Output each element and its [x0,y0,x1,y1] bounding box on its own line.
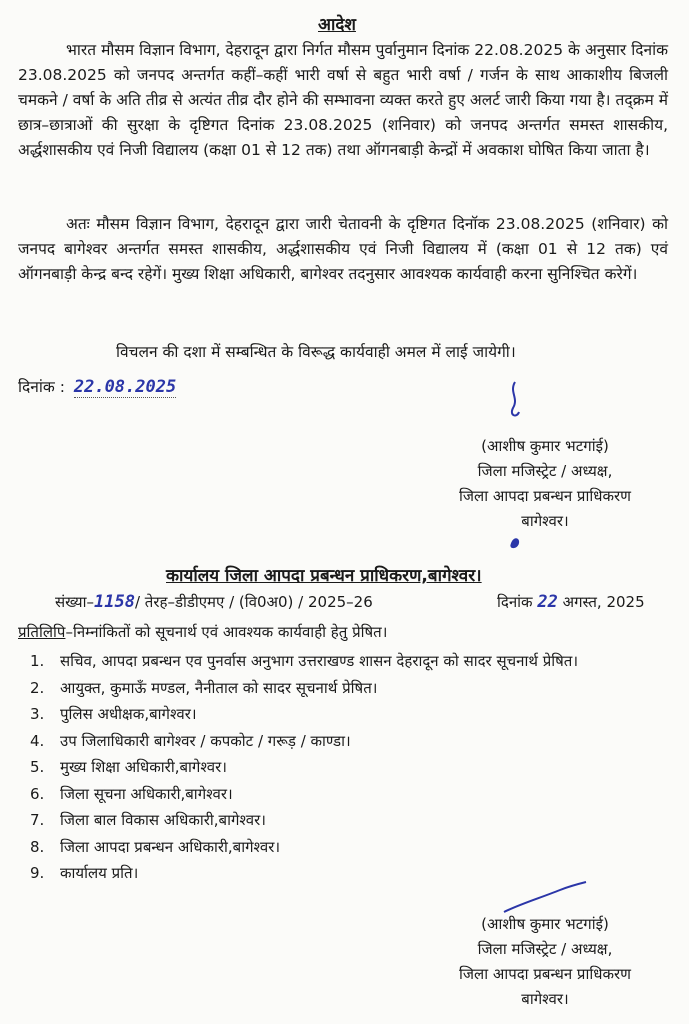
office-date-rest: अगस्त, 2025 [562,593,645,611]
copy-text: –निम्नांकितों को सूचनार्थ एवं आवश्यक कार्यवाही हेतु प्रेषित। [65,623,388,641]
order-date-value: 22.08.2025 [73,377,177,397]
copy-label: प्रतिलिपि [18,623,66,641]
order-paragraph-1: भारत मौसम विज्ञान विभाग, देहरादून द्वारा निर्गत मौसम पुर्वानुमान दिनांक 22.08.2025 के अनुसार दिनांक 23.08.2025 को जनपद अन्तर्गत कहीं–कहीं भारी वर्षा से बहुत भारी वर्षा / गर्जन के साथ आकाशीय बिजली चमकने / वर्षा के अति तीव्र से अत्यंत तीव्र दौर होने की सम्भावना व्यक्त करते हुए अलर्ट जारी किया गया है। तद्क्रम में छात्र–छात्राओं की सुरक्षा के दृष्टिगत दिनांक 23.08.2025 (शनिवार) को जनपद अन्तर्गत समस्त शासकीय, अर्द्धशासकीय एवं निजी विद्यालय (कक्षा 01 से 12 तक) तथा ऑगनबाड़ी केन्द्रों में अवकाश घोषित किया जाता है। [18,41,668,159]
office-title: कार्यालय जिला आपदा प्रबन्धन प्राधिकरण,बागेश्वर। [166,566,482,586]
order-paragraph-3: विचलन की दशा में सम्बन्धित के विरूद्ध कार्यवाही अमल में लाई जायेगी। [116,343,516,361]
signer-name: (आशीष कुमार भटगांई) [481,915,609,933]
signer-authority: जिला आपदा प्रबन्धन प्राधिकरण [459,487,631,505]
signer-place: बागेश्वर। [521,512,569,530]
signature-mark-1b [508,532,524,550]
recipient-list [30,648,578,887]
signature-block-1 [430,434,660,534]
list-item: 8. जिला आपदा प्रबन्धन अधिकारी,बागेश्वर। [30,837,281,856]
reference-prefix: संख्या– [55,593,95,611]
signature-mark-1 [495,378,535,428]
office-date-day: 22 [537,592,558,612]
signature-block-2 [430,912,660,1012]
office-date [497,592,645,612]
order-paragraph-2: अतः मौसम विज्ञान विभाग, देहरादून द्वारा जारी चेतावनी के दृष्टिगत दिनॉक 23.08.2025 (शनिवार) को जनपद बागेश्वर अन्तर्गत समस्त शासकीय, अर्द्धशासकीय एवं निजी विद्यालय में (कक्षा 01 से 12 तक) एवं ऑगनबाड़ी केन्द्र बन्द रहेगें। मुख्य शिक्षा अधिकारी, बागेश्वर तदनुसार आवश्यक कार्यवाही करना सुनिश्चित करेगें। [18,215,668,283]
order-title: आदेश [318,15,356,35]
list-item: 3. पुलिस अधीक्षक,बागेश्वर। [30,705,197,723]
reference-line [55,592,373,612]
copy-line [18,622,387,642]
list-item: 9. कार्यालय प्रति। [30,864,139,882]
list-item: 7. जिला बाल विकास अधिकारी,बागेश्वर। [30,811,266,829]
list-item: 6. जिला सूचना अधिकारी,बागेश्वर। [30,784,233,803]
signer-place: बागेश्वर। [521,990,569,1008]
list-item: 1. सचिव, आपदा प्रबन्धन एव पुनर्वास अनुभाग उत्तराखण्ड शासन देहरादून को सादर सूचनार्थ प्रेषित। [30,652,579,670]
order-date [18,375,176,397]
list-item: 4. उप जिलाधिकारी बागेश्वर / कपकोट / गरूड़ / काण्डा। [30,731,351,750]
reference-number: 1158 [94,592,135,612]
signer-designation: जिला मजिस्ट्रेट / अध्यक्ष, [477,940,613,958]
signer-name: (आशीष कुमार भटगांई) [481,437,609,455]
list-item: 2. आयुक्त, कुमाऊँ मण्डल, नैनीताल को सादर सूचनार्थ प्रेषित। [30,678,378,697]
reference-suffix: / तेरह–डीडीएमए / (वि0अ0) / 2025–26 [134,593,373,611]
signer-authority: जिला आपदा प्रबन्धन प्राधिकरण [459,965,631,983]
office-date-label: दिनांक [497,593,533,611]
list-item: 5. मुख्य शिक्षा अधिकारी,बागेश्वर। [30,758,227,776]
signer-designation: जिला मजिस्ट्रेट / अध्यक्ष, [477,462,613,480]
order-date-label: दिनांक : [18,378,65,396]
